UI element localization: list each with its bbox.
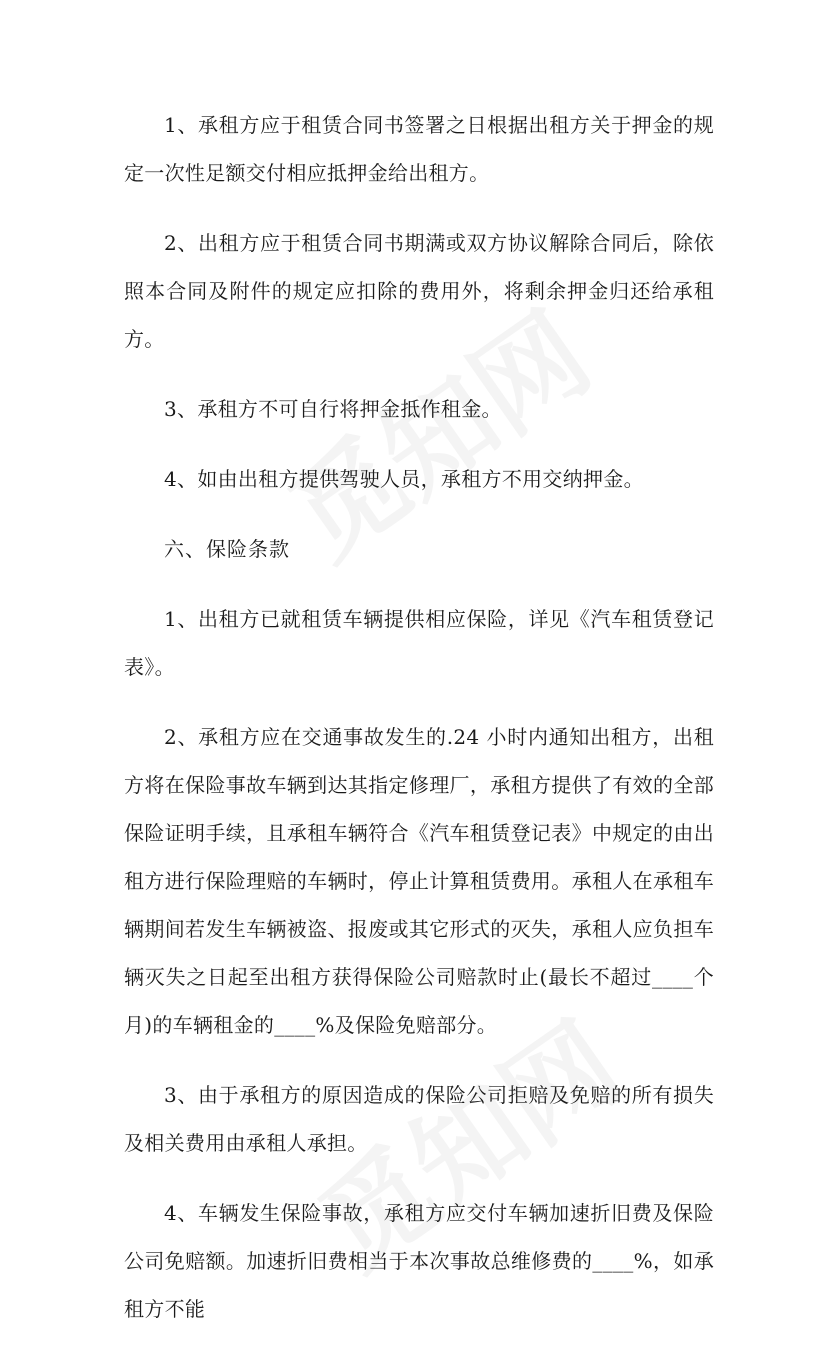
paragraph-deposit-3: 3、承租方不可自行将押金抵作租金。 (164, 397, 502, 421)
document-body (124, 101, 714, 1355)
paragraph-deposit-4: 4、如由出租方提供驾驶人员，承租方不用交纳押金。 (164, 467, 644, 491)
paragraph-insurance-2: 2、承租方应在交通事故发生的.24 小时内通知出租方，出租方将在保险事故车辆到达其指定修理厂，承租方提供了有效的全部保险证明手续，且承租车辆符合《汽车租赁登记表》中规定的由出租方进行保险理赔的车辆时，停止计算租赁费用。承租人在承租车辆期间若发生车辆被盗、报废或其它形式的灭失，承租人应负担车辆灭失之日起至出租方获得保险公司赔款时止(最长不超过____个月)的车辆租金的____%及保险免赔部分。 (124, 725, 714, 1037)
paragraph-insurance-4: 4、车辆发生保险事故，承租方应交付车辆加速折旧费及保险公司免赔额。加速折旧费相当于本次事故总维修费的____%，如承租方不能 (124, 1201, 714, 1321)
paragraph-insurance-1: 1、出租方已就租赁车辆提供相应保险，详见《汽车租赁登记表》。 (124, 607, 714, 679)
paragraph-deposit-2: 2、出租方应于租赁合同书期满或双方协议解除合同后，除依照本合同及附件的规定应扣除的费用外，将剩余押金归还给承租方。 (124, 231, 714, 351)
paragraph-insurance-3: 3、由于承租方的原因造成的保险公司拒赔及免赔的所有损失及相关费用由承租人承担。 (124, 1083, 714, 1155)
paragraph-deposit-1: 1、承租方应于租赁合同书签署之日根据出租方关于押金的规定一次性足额交付相应抵押金给出租方。 (124, 113, 714, 185)
section-heading-insurance: 六、保险条款 (164, 537, 290, 561)
